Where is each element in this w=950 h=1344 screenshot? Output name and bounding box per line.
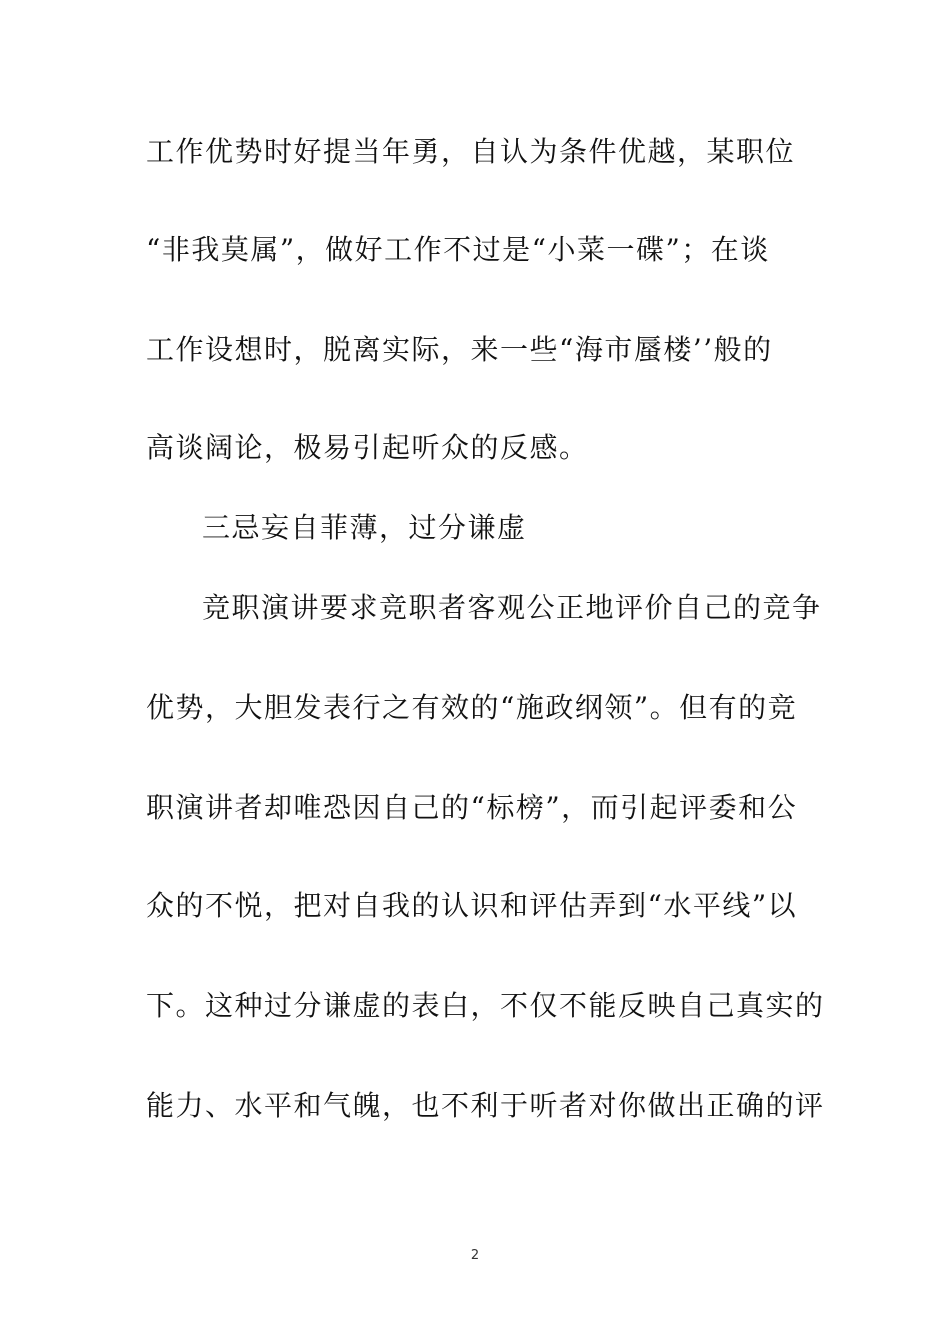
section-heading: 三忌妄自菲薄，过分谦虚 <box>202 511 527 544</box>
paragraph-2-line-5: 下。这种过分谦虚的表白，不仅不能反映自己真实的 <box>146 989 825 1022</box>
paragraph-2-line-1: 竞职演讲要求竞职者客观公正地评价自己的竞争 <box>202 591 822 624</box>
paragraph-2-line-2: 优势，大胆发表行之有效的“施政纲领”。但有的竞 <box>146 691 798 724</box>
paragraph-1-line-2: “非我莫属”，做好工作不过是“小菜一碟”；在谈 <box>146 233 770 266</box>
page-number: 2 <box>470 1248 480 1263</box>
paragraph-1-line-3: 工作设想时，脱离实际，来一些“海市蜃楼’’般的 <box>146 333 773 366</box>
paragraph-2-line-4: 众的不悦，把对自我的认识和评估弄到“水平线”以 <box>146 889 798 922</box>
paragraph-1-line-1: 工作优势时好提当年勇，自认为条件优越，某职位 <box>146 135 796 168</box>
paragraph-2-line-3: 职演讲者却唯恐因自己的“标榜”，而引起评委和公 <box>146 791 798 824</box>
paragraph-2-line-6: 能力、水平和气魄，也不利于听者对你做出正确的评 <box>146 1089 825 1122</box>
paragraph-1-line-4: 高谈阔论，极易引起听众的反感。 <box>146 431 589 464</box>
